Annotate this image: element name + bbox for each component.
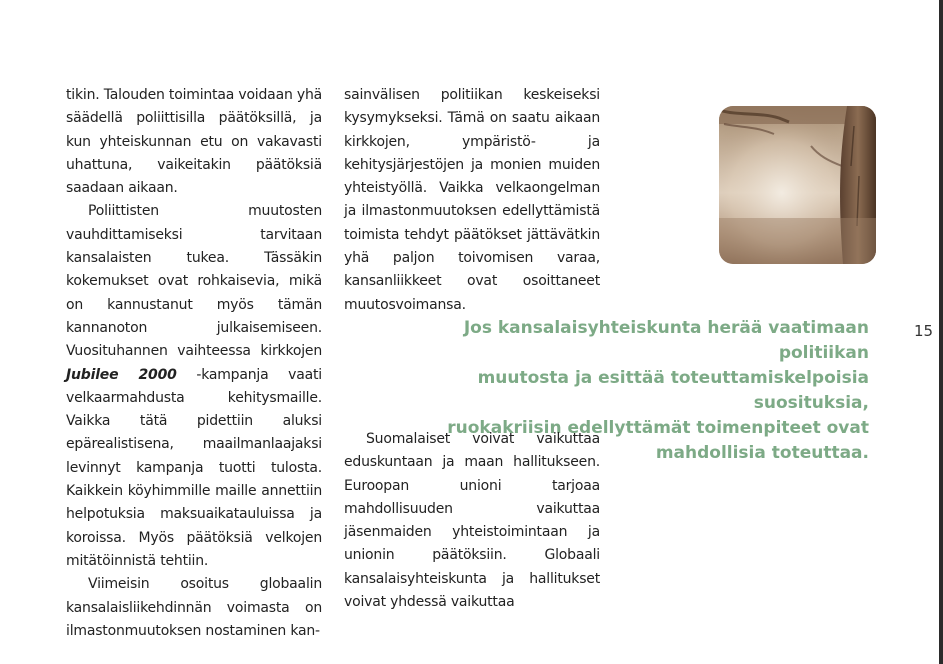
tree-photo <box>719 106 876 264</box>
paragraph-text: -kampanja vaati velkaarmahdusta kehitysmaille. Vaikka tätä pidettiin aluksi epärealistisena, maailmanlaajaksi levinnyt kampanja tuotti tulosta. Kaikkein köyhimmille maille annettiin helpotuksia maksuaikatauluissa ja koroissa. Myös päätöksiä velkojen mitätöinnistä tehtiin. <box>66 366 322 569</box>
pull-quote-line: ruokakriisin edellyttämät toimenpiteet ovat <box>447 418 869 438</box>
page-number: 15 <box>914 322 934 340</box>
paragraph: tikin. Talouden toimintaa voidaan yhä säädellä poliittisilla päätöksillä, ja kun yhteiskunnan etu on vakavasti uhattuna, vaikeitakin päätöksiä saadaan aikaan. <box>66 87 323 197</box>
pull-quote-line: Jos kansalaisyhteiskunta herää vaatimaan politiikan <box>463 318 869 363</box>
text-column-middle-top <box>344 84 600 317</box>
text-column-middle-bottom <box>344 428 600 614</box>
pull-quote-line: mahdollisia toteuttaa. <box>655 443 869 463</box>
text-column-left <box>66 84 322 643</box>
page-edge <box>939 0 943 664</box>
paragraph-text: Poliittisten muutosten vauhdittamiseksi tarvitaan kansalaisten tukea. Tässäkin kokemukset ovat rohkaisevia, mikä on kannustanut myös tämän kannanoton julkaisemiseen. Vuosituhannen vaihteessa kirkkojen <box>66 203 322 360</box>
paragraph: Viimeisin osoitus globaalin kansalaisliikehdinnän voimasta on ilmastonmuutoksen nostaminen kan- <box>66 576 322 639</box>
campaign-name: Jubilee 2000 <box>66 366 177 383</box>
paragraph: sainvälisen politiikan keskeiseksi kysymykseksi. Tämä on saatu aikaan kirkkojen, ympäristö- ja kehitysjärjestöjen ja monien muiden yhteistyöllä. Vaikka velkaongelman ja ilmastonmuutoksen edellyttämistä toimista tehdyt päätökset jättävätkin yhä paljon toivomisen varaa, kansanliikkeet ovat osoittaneet muutosvoimansa. <box>344 87 600 313</box>
pull-quote-line: muutosta ja esittää toteuttamiskelpoisia suosituksia, <box>477 368 869 413</box>
paragraph: Suomalaiset voivat vaikuttaa eduskuntaan ja maan hallitukseen. Euroopan unioni tarjoaa mahdollisuuden vaikuttaa jäsenmaiden yhteistoimintaan ja unionin päätöksiin. Globaali kansalaisyhteiskunta ja hallitukset voivat yhdessä vaikuttaa <box>344 431 600 611</box>
tree-photo-graphic <box>719 106 876 264</box>
paragraph <box>66 200 322 573</box>
